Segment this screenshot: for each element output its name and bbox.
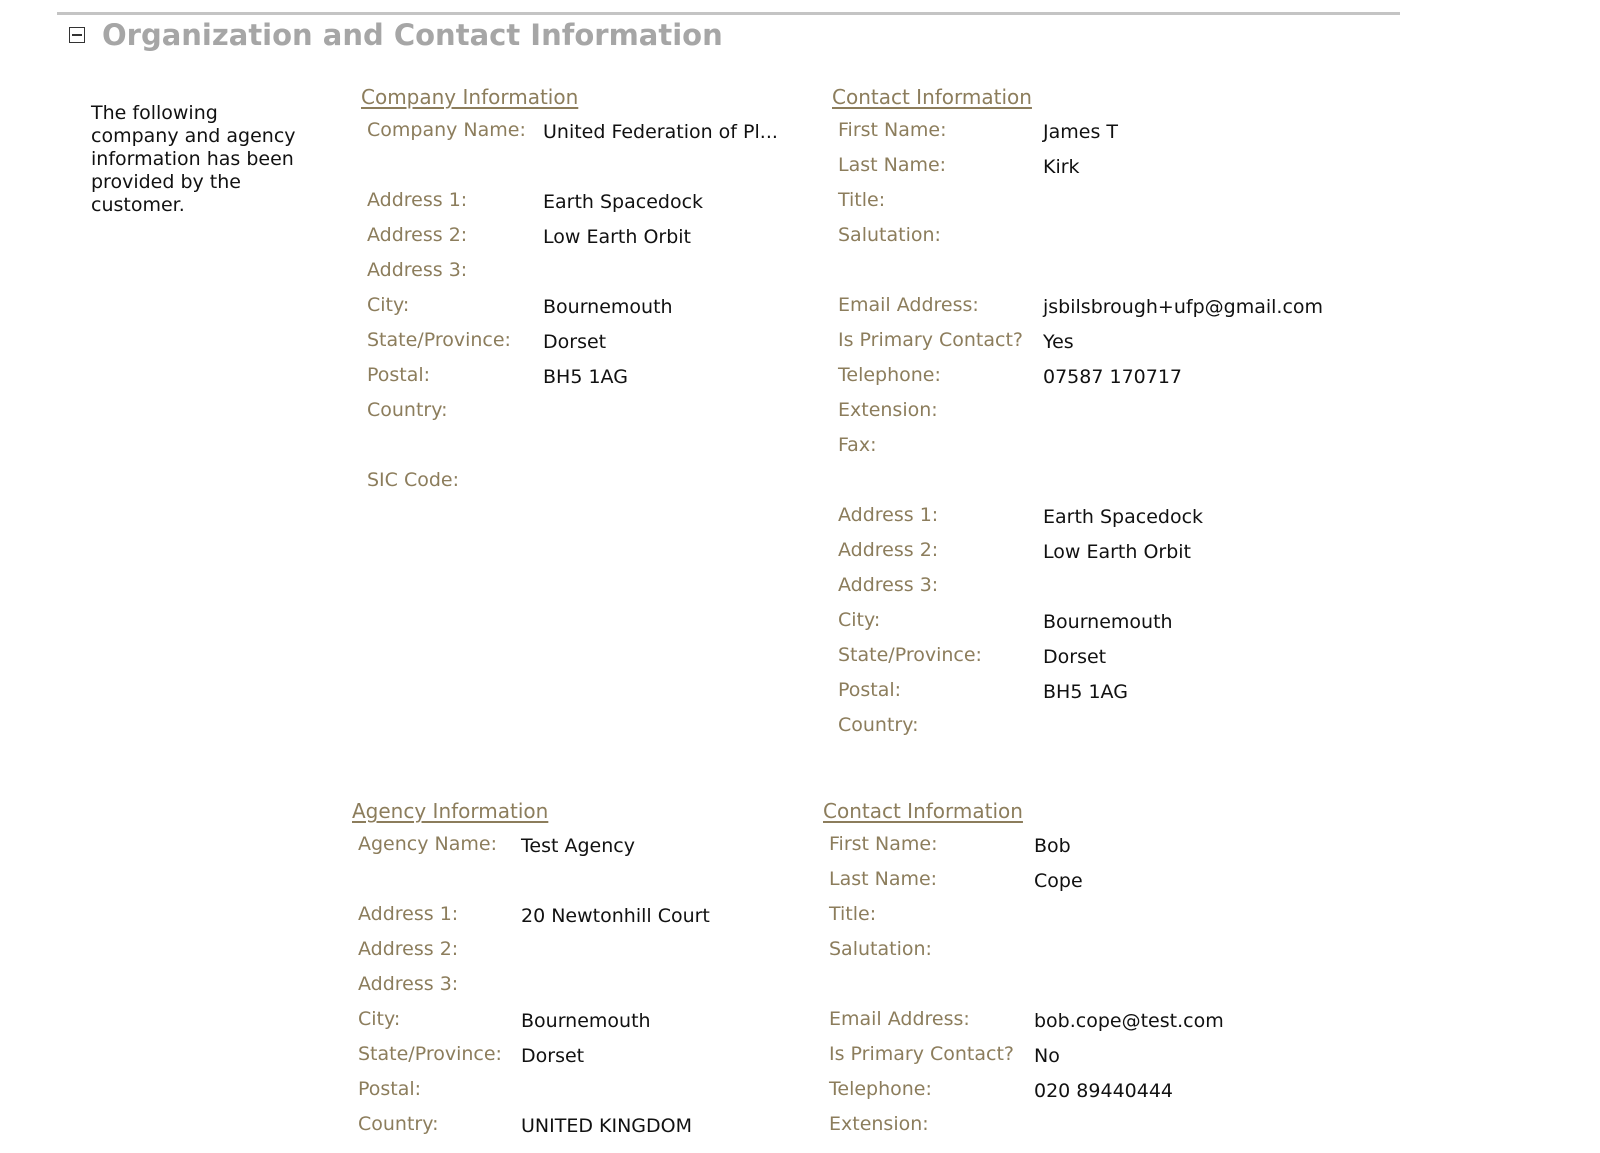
field-postal (358, 1077, 548, 1112)
field-address-1 (838, 503, 1204, 538)
field-city (367, 293, 673, 328)
field-label: Address 1: (367, 189, 468, 211)
field-label: Email Address: (838, 294, 979, 316)
field-value: Earth Spacedock (1043, 506, 1204, 528)
field-address-2 (358, 937, 548, 972)
field-country (358, 1112, 692, 1147)
agency-contact-panel (823, 798, 1224, 1147)
field-value: Dorset (543, 331, 607, 353)
field-label: First Name: (829, 833, 938, 855)
field-address-2 (838, 538, 1192, 573)
field-label: Title: (829, 903, 877, 925)
spacer (367, 433, 578, 468)
field-value: 07587 170717 (1043, 366, 1183, 388)
field-extension (838, 398, 1032, 433)
field-state-province (358, 1042, 585, 1077)
field-value: BH5 1AG (1043, 681, 1128, 703)
field-label: Address 2: (358, 938, 459, 960)
field-label: Title: (838, 189, 886, 211)
company-contact-heading[interactable]: Contact Information (832, 85, 1032, 109)
field-agency-name (358, 832, 635, 867)
section-divider (57, 12, 1400, 15)
field-salutation (829, 937, 1023, 972)
agency-information-panel (352, 798, 710, 1147)
field-value: Low Earth Orbit (543, 226, 692, 248)
field-label: Salutation: (838, 224, 941, 246)
field-value: Cope (1034, 870, 1083, 892)
field-label: Company Name: (367, 119, 526, 141)
field-value: Bournemouth (521, 1010, 651, 1032)
field-country (838, 713, 1032, 748)
field-country (367, 398, 578, 433)
field-label: State/Province: (838, 644, 982, 666)
field-label: First Name: (838, 119, 947, 141)
field-title (829, 902, 1023, 937)
field-label: City: (367, 294, 410, 316)
field-label: Salutation: (829, 938, 932, 960)
field-first-name (838, 118, 1118, 153)
field-label: SIC Code: (367, 469, 460, 491)
intro-text: The following company and agency information has been provided by the customer. (91, 102, 296, 216)
field-value: James T (1043, 121, 1118, 143)
field-is-primary-contact (838, 328, 1074, 363)
field-label: Country: (838, 714, 919, 736)
field-address-3 (367, 258, 578, 293)
field-value: Yes (1043, 331, 1074, 353)
field-postal (367, 363, 628, 398)
field-address-3 (838, 573, 1032, 608)
field-label: Postal: (367, 364, 431, 386)
field-label: State/Province: (358, 1043, 502, 1065)
field-label: Address 3: (838, 574, 939, 596)
field-value: Dorset (521, 1045, 585, 1067)
field-telephone (829, 1077, 1174, 1112)
field-label: Fax: (838, 434, 877, 456)
field-title (838, 188, 1032, 223)
field-first-name (829, 832, 1071, 867)
field-city (838, 608, 1173, 643)
field-label: City: (358, 1008, 401, 1030)
field-company-name (367, 118, 778, 153)
agency-information-heading[interactable]: Agency Information (352, 799, 549, 823)
field-label: Telephone: (838, 364, 941, 386)
field-label: Email Address: (829, 1008, 970, 1030)
field-label: Agency Name: (358, 833, 497, 855)
company-contact-panel (832, 84, 1324, 748)
field-state-province (367, 328, 607, 363)
field-is-primary-contact (829, 1042, 1060, 1077)
field-email-address (829, 1007, 1224, 1042)
field-email-address (838, 293, 1324, 328)
field-value: Bournemouth (1043, 611, 1173, 633)
field-value: Low Earth Orbit (1043, 541, 1192, 563)
spacer (829, 972, 1023, 1007)
field-value: 020 89440444 (1034, 1080, 1174, 1102)
field-label: Address 1: (838, 504, 939, 526)
field-last-name (838, 153, 1080, 188)
field-label: Extension: (829, 1113, 929, 1135)
field-address-3 (358, 972, 548, 1007)
agency-contact-heading[interactable]: Contact Information (823, 799, 1023, 823)
field-value: Bob (1034, 835, 1071, 857)
field-label: Telephone: (829, 1078, 932, 1100)
field-label: Address 3: (367, 259, 468, 281)
field-value: United Federation of Pl... (543, 121, 778, 143)
field-label: Postal: (358, 1078, 422, 1100)
field-sic-code (367, 468, 578, 503)
field-last-name (829, 867, 1083, 902)
field-label: Postal: (838, 679, 902, 701)
spacer (367, 153, 578, 188)
field-label: Address 1: (358, 903, 459, 925)
field-value: BH5 1AG (543, 366, 628, 388)
field-telephone (838, 363, 1183, 398)
field-label: Address 2: (838, 539, 939, 561)
field-value: jsbilsbrough+ufp@gmail.com (1043, 296, 1324, 318)
company-information-panel (361, 84, 778, 503)
field-extension (829, 1112, 1023, 1147)
field-label: Address 3: (358, 973, 459, 995)
field-value: No (1034, 1045, 1060, 1067)
spacer (838, 468, 1032, 503)
field-label: City: (838, 609, 881, 631)
company-information-heading[interactable]: Company Information (361, 85, 579, 109)
spacer (358, 867, 548, 902)
field-label: Is Primary Contact? (829, 1043, 1015, 1065)
spacer (838, 258, 1032, 293)
field-value: Bournemouth (543, 296, 673, 318)
field-state-province (838, 643, 1107, 678)
field-label: Country: (358, 1113, 439, 1135)
field-label: Extension: (838, 399, 938, 421)
field-label: Last Name: (838, 154, 947, 176)
field-value: Test Agency (521, 835, 635, 857)
field-fax (838, 433, 1032, 468)
field-value: 20 Newtonhill Court (521, 905, 710, 927)
field-value: Kirk (1043, 156, 1080, 178)
field-value: bob.cope@test.com (1034, 1010, 1224, 1032)
section-title: Organization and Contact Information (102, 18, 723, 52)
field-label: Address 2: (367, 224, 468, 246)
field-value: Dorset (1043, 646, 1107, 668)
field-address-2 (367, 223, 692, 258)
field-postal (838, 678, 1128, 713)
field-label: Last Name: (829, 868, 938, 890)
field-address-1 (367, 188, 704, 223)
collapse-minus-icon[interactable] (69, 27, 85, 43)
field-label: Is Primary Contact? (838, 329, 1024, 351)
field-salutation (838, 223, 1032, 258)
field-label: Country: (367, 399, 448, 421)
field-address-1 (358, 902, 710, 937)
field-value: UNITED KINGDOM (521, 1115, 692, 1137)
field-city (358, 1007, 651, 1042)
field-label: State/Province: (367, 329, 511, 351)
field-value: Earth Spacedock (543, 191, 704, 213)
